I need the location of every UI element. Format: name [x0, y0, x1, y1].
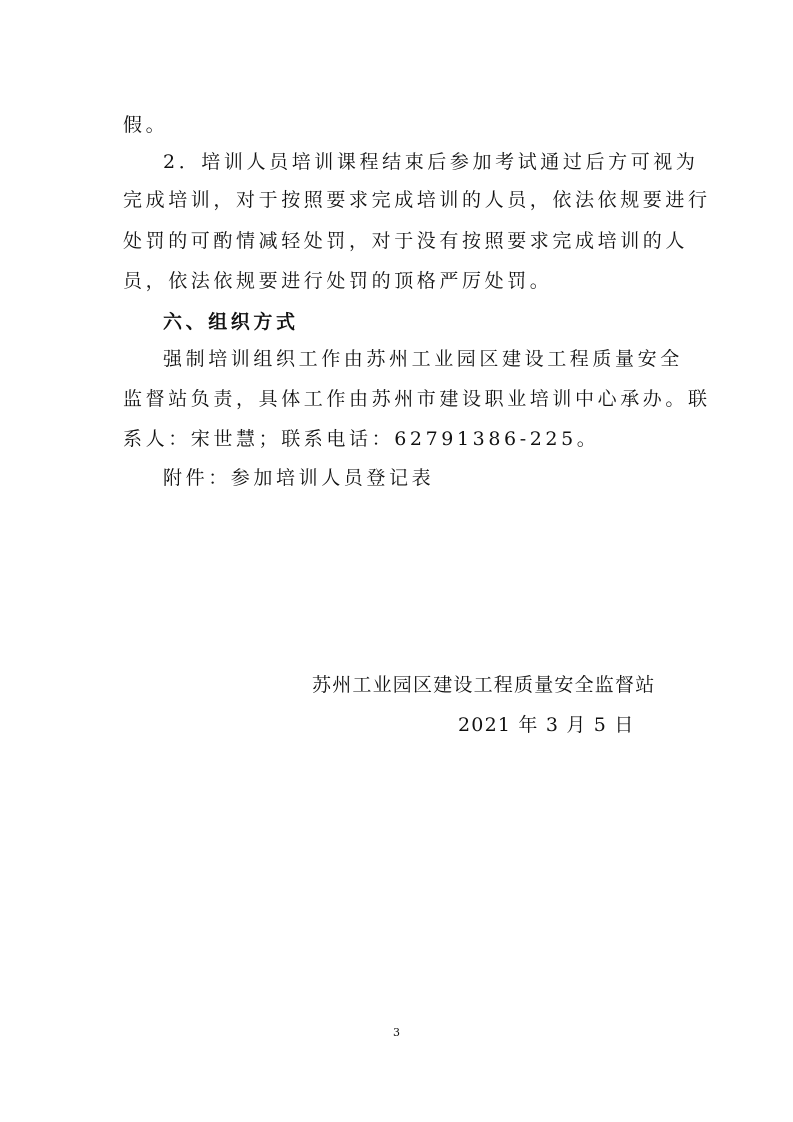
- section-body-line-2: 监督站负责，具体工作由苏州市建设职业培训中心承办。联: [123, 388, 711, 410]
- page-number: 3: [393, 1026, 400, 1039]
- section-heading: 六、组织方式: [163, 311, 299, 333]
- item2-line-3: 处罚的可酌情减轻处罚，对于没有按照要求完成培训的人: [123, 230, 689, 252]
- paragraph-continuation: 假。: [123, 114, 169, 136]
- signature-date: 2021 年 3 月 5 日: [458, 714, 635, 736]
- item2-line-4: 员，依法依规要进行处罚的顶格严厉处罚。: [123, 270, 553, 292]
- item2-line-2: 完成培训，对于按照要求完成培训的人员，依法依规要进行: [123, 189, 711, 211]
- attachment-line: 附件：参加培训人员登记表: [163, 467, 435, 489]
- signature-organization: 苏州工业园区建设工程质量安全监督站: [312, 674, 656, 696]
- section-body-line-1: 强制培训组织工作由苏州工业园区建设工程质量安全: [163, 348, 683, 370]
- item2-line-1: 2．培训人员培训课程结束后参加考试通过后方可视为: [163, 151, 699, 173]
- section-body-line-3: 系人：宋世慧；联系电话：62791386-225。: [123, 428, 600, 450]
